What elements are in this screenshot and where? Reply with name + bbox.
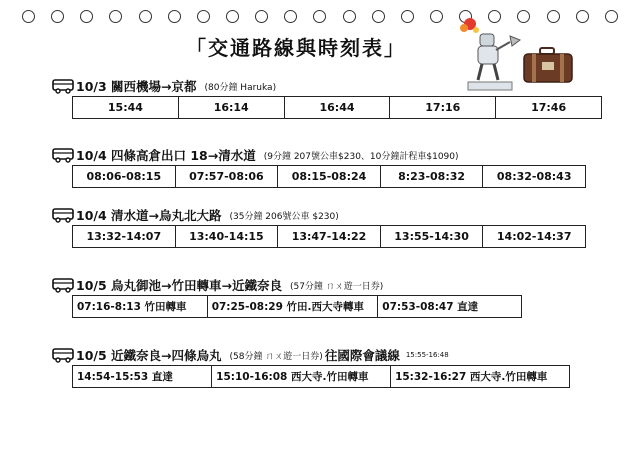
binder-hole	[109, 10, 122, 23]
binder-hole	[313, 10, 326, 23]
time-cell: 8:23-08:32	[380, 166, 483, 188]
time-cell: 15:32-16:27 西大寺.竹田轉車	[391, 366, 570, 388]
bus-icon	[52, 78, 74, 94]
binder-hole	[284, 10, 297, 23]
table-row	[73, 166, 586, 188]
route-header	[52, 275, 612, 295]
binder-hole	[197, 10, 210, 23]
time-cell: 07:57-08:06	[175, 166, 278, 188]
timetable	[72, 365, 570, 388]
binder-hole	[547, 10, 560, 23]
time-cell: 07:53-08:47 直達	[378, 296, 522, 318]
time-cell: 07:25-08:29 竹田.西大寺轉車	[207, 296, 378, 318]
schedule-section	[52, 275, 612, 318]
time-cell: 17:46	[496, 97, 602, 119]
route-note: (80分鐘 Haruka)	[204, 82, 277, 93]
time-cell: 08:15-08:24	[278, 166, 381, 188]
time-cell: 08:06-08:15	[73, 166, 176, 188]
binder-hole	[139, 10, 152, 23]
binder-hole	[22, 10, 35, 23]
time-cell: 14:02-14:37	[483, 226, 586, 248]
schedule-section	[52, 345, 612, 388]
table-row	[73, 366, 570, 388]
route-note: (9分鐘 207號公車$230、10分鐘計程車$1090)	[263, 151, 459, 162]
time-cell: 13:32-14:07	[73, 226, 176, 248]
timetable	[72, 165, 586, 188]
binder-hole	[168, 10, 181, 23]
binder-hole	[226, 10, 239, 23]
binder-hole	[430, 10, 443, 23]
binder-holes	[0, 10, 640, 30]
time-cell: 15:10-16:08 西大寺.竹田轉車	[212, 366, 391, 388]
time-cell: 07:16-8:13 竹田轉車	[73, 296, 208, 318]
binder-hole	[255, 10, 268, 23]
route-note: (57分鐘 ㄇㄨ遊一日券)	[289, 281, 384, 292]
schedule-section	[52, 205, 612, 248]
binder-hole	[343, 10, 356, 23]
table-row	[73, 97, 602, 119]
bus-icon	[52, 147, 74, 163]
time-cell: 08:32-08:43	[483, 166, 586, 188]
schedule-section	[52, 76, 612, 119]
route-label: 10/3 關西機場→京都	[76, 79, 197, 94]
time-cell: 16:44	[284, 97, 390, 119]
binder-hole	[51, 10, 64, 23]
bus-icon	[52, 207, 74, 223]
route-header	[52, 76, 612, 96]
time-cell: 13:55-14:30	[380, 226, 483, 248]
route-label: 10/4 四條高倉出口 18→清水道	[76, 148, 256, 163]
route-note: (58分鐘 ㄇㄨ遊一日券)	[229, 351, 323, 362]
page-title: 「交通路線與時刻表」	[186, 36, 406, 60]
table-row	[73, 296, 522, 318]
route-destination: 往國際會議線	[324, 348, 400, 363]
bus-icon	[52, 347, 74, 363]
route-label: 10/5 烏丸御池→竹田轉車→近鐵奈良	[76, 278, 282, 293]
timetable	[72, 295, 522, 318]
time-cell: 13:47-14:22	[278, 226, 381, 248]
route-label: 10/4 清水道→烏丸北大路	[76, 208, 222, 223]
binder-hole	[401, 10, 414, 23]
time-cell: 17:16	[390, 97, 496, 119]
route-header	[52, 345, 612, 365]
route-label: 10/5 近鐵奈良→四條烏丸	[76, 348, 222, 363]
bus-icon	[52, 277, 74, 293]
binder-hole	[372, 10, 385, 23]
route-header	[52, 205, 612, 225]
binder-hole	[576, 10, 589, 23]
timetable	[72, 96, 602, 119]
time-cell: 13:40-14:15	[175, 226, 278, 248]
route-note: (35分鐘 206號公車 $230)	[229, 211, 339, 222]
schedule-section	[52, 145, 612, 188]
binder-hole	[605, 10, 618, 23]
time-cell: 15:44	[73, 97, 179, 119]
route-time-range: 15:55-16:48	[405, 351, 449, 359]
time-cell: 14:54-15:53 直達	[73, 366, 212, 388]
time-cell: 16:14	[178, 97, 284, 119]
route-header	[52, 145, 612, 165]
table-row	[73, 226, 586, 248]
binder-hole	[80, 10, 93, 23]
timetable	[72, 225, 586, 248]
